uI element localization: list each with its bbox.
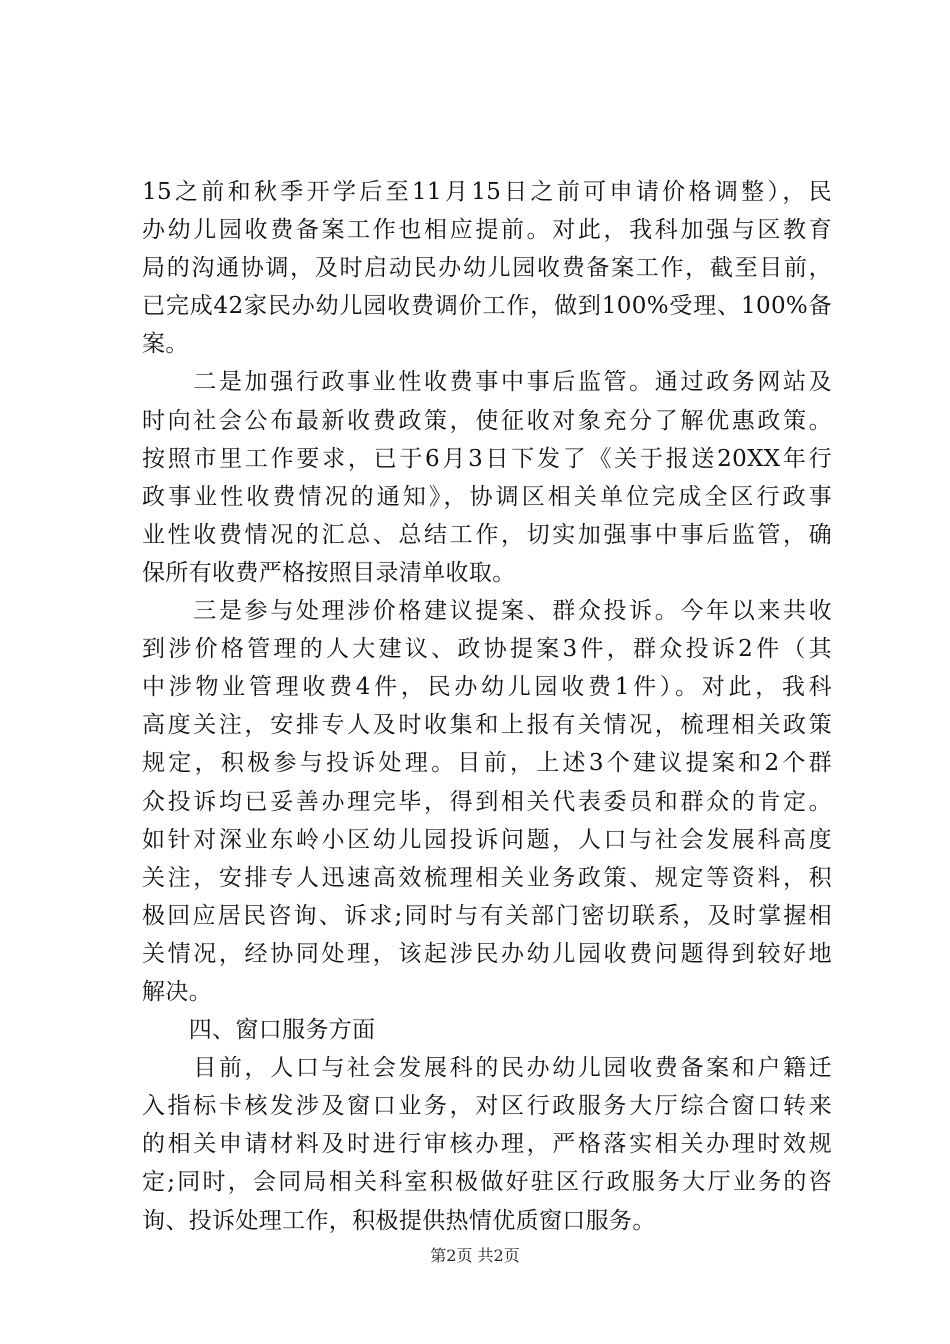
text-line: 关情况，经协同处理，该起涉民办幼儿园收费问题得到较好地 [142,940,832,967]
text-line: 时向社会公布最新收费政策，使征收对象充分了解优惠政策。 [142,407,832,434]
text-line: 业性收费情况的汇总、总结工作，切实加强事中事后监管，确 [142,521,832,548]
text-line: 政事业性收费情况的通知》，协调区相关单位完成全区行政事 [142,483,832,510]
text-line: 15之前和秋季开学后至11月15日之前可申请价格调整），民 [142,179,832,205]
text-line: 三是参与处理涉价格建议提案、群众投诉。今年以来共收 [142,598,832,625]
text-line: 已完成42家民办幼儿园收费调价工作，做到100%受理、100%备 [142,293,832,320]
text-line: 询、投诉处理工作，积极提供热情优质窗口服务。 [142,1207,656,1234]
text-line: 关注，安排专人迅速高效梳理相关业务政策、规定等资料，积 [142,864,832,891]
text-line: 办幼儿园收费备案工作也相应提前。对此，我科加强与区教育 [142,217,832,244]
text-line: 局的沟通协调，及时启动民办幼儿园收费备案工作，截至目前， [142,255,832,282]
page-number-label: 第2页 共2页 [430,1246,520,1265]
text-line: 按照市里工作要求，已于6月3日下发了《关于报送20XX年行 [142,445,832,472]
document-body [142,173,832,1240]
text-line: 的相关申请材料及时进行审核办理，严格落实相关办理时效规 [142,1131,832,1158]
text-line: 高度关注，安排专人及时收集和上报有关情况，梳理相关政策 [142,712,832,739]
text-line: 解决。 [142,978,213,1005]
text-line: 极回应居民咨询、诉求;同时与有关部门密切联系，及时掌握相 [142,902,832,929]
text-line: 如针对深业东岭小区幼儿园投诉问题，人口与社会发展科高度 [142,826,832,853]
text-line: 二是加强行政事业性收费事中事后监管。通过政务网站及 [142,369,832,396]
text-line: 保所有收费严格按照目录清单收取。 [142,559,516,586]
text-line: 众投诉均已妥善办理完毕，得到相关代表委员和群众的肯定。 [142,788,832,815]
text-line: 定;同时，会同局相关科室积极做好驻区行政服务大厅业务的咨 [142,1169,832,1196]
text-line: 中涉物业管理收费4件，民办幼儿园收费1件）。对此，我科 [142,674,832,701]
text-line: 案。 [142,331,189,358]
text-line: 规定，积极参与投诉处理。目前，上述3个建议提案和2个群 [142,750,832,777]
page-footer [0,1243,950,1266]
text-line: 入指标卡核发涉及窗口业务，对区行政服务大厅综合窗口转来 [142,1093,832,1120]
text-line: 到涉价格管理的人大建议、政协提案3件，群众投诉2件（其 [142,636,832,663]
text-line: 目前，人口与社会发展科的民办幼儿园收费备案和户籍迁 [142,1055,832,1082]
section-heading: 四、窗口服务方面 [142,1017,376,1044]
